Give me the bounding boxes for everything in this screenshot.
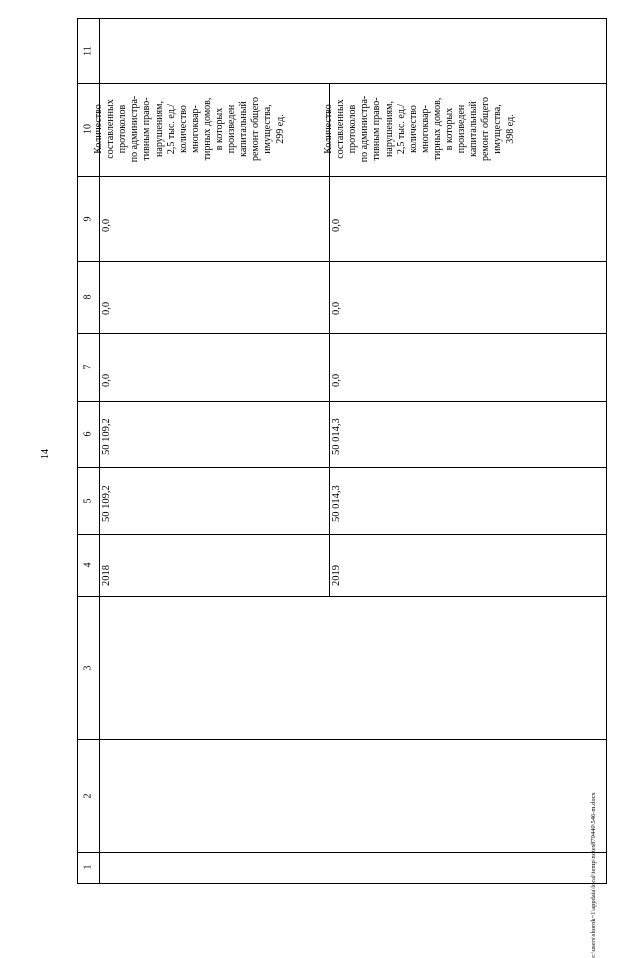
indicator-line: количество — [407, 105, 419, 153]
indicator-line: по администра- — [129, 95, 141, 163]
indicator-line: составленных — [105, 99, 117, 159]
indicator-line: многоквар- — [189, 105, 201, 153]
column-number-6: 6 — [82, 431, 94, 437]
column-number-3: 3 — [82, 665, 94, 671]
indicator-line: имущества, — [492, 104, 504, 154]
indicator-line: ремонт общего — [480, 96, 492, 162]
column-number-7: 7 — [82, 364, 94, 370]
indicator-line: тивным право- — [141, 97, 153, 161]
indicator-line: тирных домов, — [431, 97, 443, 161]
indicator-line: капитальный — [468, 101, 480, 157]
column-number-2: 2 — [82, 793, 94, 799]
indicator-line: многоквар- — [419, 105, 431, 153]
indicator-line: количество — [177, 105, 189, 153]
indicator-line: произведен — [226, 104, 238, 154]
indicator-line: 2,5 тыс. ед./ — [165, 103, 177, 155]
data-table: 11 10 9 8 7 6 5 4 3 2 1 0,0 0,0 0,0 50 109,2 50 109,2 2018 0,0 0,0 0,0 50 014,3 50 014,3 2019 Количество составленных протоколов по администра- тивным право- нарушениям, 2,5 тыс. ед./ количество многоквар- тирных домов, в которых произведен капитальный ремонт общего имущества, 299 ед. Количество составленных протоколов по администра- тивным право- нарушениям, 2,5 тыс. ед./ количество многоквар- тирных домов, в которых произведен капитальный ремонт общего имущества, 398 ед. — [77, 18, 607, 884]
column-number-9: 9 — [82, 216, 94, 222]
indicator-line: капитальный — [238, 101, 250, 157]
indicator-line: нарушениям, — [153, 101, 165, 157]
indicator-line: тивным право- — [371, 97, 383, 161]
column-number-4: 4 — [82, 562, 94, 568]
indicator-line: протоколов — [347, 104, 359, 154]
indicator-line: тирных домов, — [201, 97, 213, 161]
indicator-line: 2,5 тыс. ед./ — [395, 103, 407, 155]
indicator-line: Количество — [323, 104, 334, 154]
indicator-line: произведен — [456, 104, 468, 154]
indicator-line: в которых — [444, 107, 455, 151]
indicator-line: протоколов — [117, 104, 129, 154]
footer-file-path: c:\users\shorok~1\appdata\local\temp\notes879440\546-m.docx — [590, 792, 597, 958]
indicator-line: в которых — [214, 107, 225, 151]
indicator-line: Количество — [93, 104, 104, 154]
indicator-line: по администра- — [359, 95, 371, 163]
column-number-1: 1 — [82, 864, 94, 870]
indicator-line: нарушениям, — [383, 101, 395, 157]
column-number-11: 11 — [82, 46, 94, 56]
column-number-5: 5 — [82, 498, 94, 504]
indicator-line: 398 ед. — [504, 114, 516, 144]
column-number-8: 8 — [82, 294, 94, 300]
indicator-line: ремонт общего — [250, 96, 262, 162]
indicator-line: имущества, — [262, 104, 274, 154]
page-number: 14 — [40, 449, 51, 459]
indicator-line: 299 ед. — [274, 114, 286, 144]
indicator-line: составленных — [335, 99, 347, 159]
column-number-10: 10 — [82, 124, 94, 134]
